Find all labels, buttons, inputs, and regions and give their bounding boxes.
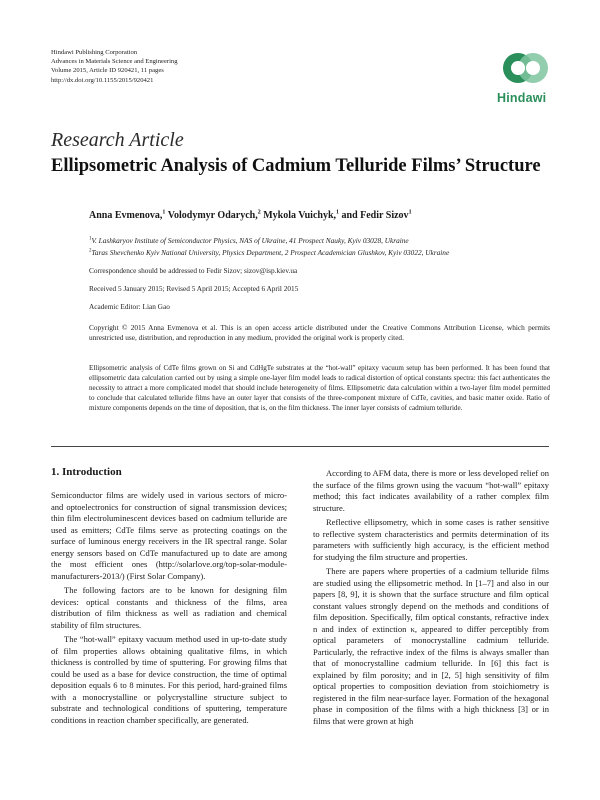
article-type: Research Article — [51, 129, 184, 151]
dates: Received 5 January 2015; Revised 5 April 2015; Accepted 6 April 2015 — [89, 284, 299, 293]
paragraph: Semiconductor films are widely used in various sectors of micro- and optoelectronics for construction of signal transmission devices; thin film electroluminescent devices based on cadmium telluride are used as emitters; CdTe films serve as protecting coatings on the surface of luminous energy receivers in the IR spectral range. Solar energy sensors based on CdTe manufactured up to date are among the most efficient ones (http://solarlove.org/top-solar-module-manufacturers-2013/) (First Solar Company). — [51, 490, 287, 581]
paragraph: Reflective ellipsometry, which in some cases is rather sensitive to reflective system characteristics and permits determination of its parameters with sufficiently high accuracy, is the efficient method for studying the film structure and properties. — [313, 517, 549, 562]
right-column — [313, 468, 549, 730]
paragraph: The following factors are to be known for designing film devices: optical constants and thickness of the films, area distribution of film thickness as well as radiation and chemical stability of film structures. — [51, 585, 287, 630]
academic-editor: Academic Editor: Lian Gao — [89, 302, 170, 311]
author: Anna Evmenova,$^1$ — [89, 210, 166, 222]
affiliation: $^2$Taras Shevchenko Kyiv National University, Physics Department, 2 Prospect Academician Glushkov, Kyiv 03022, Ukraine — [89, 248, 450, 257]
author: Mykola Vuichyk,$^1$ — [263, 210, 340, 222]
author-list — [89, 210, 412, 221]
paragraph: The “hot-wall” epitaxy vacuum method used in up-to-date study of film properties allows obtaining qualitative films, in which thickness is controlled by time of sputtering. For growing films that could be used as a base for device construction, the time of optimal deposition equals 6 to 8 minutes. For this period, hard-grained films with a monocrystalline or polycrystalline structure subject to substrate and technological conditions of sputtering, temperature conditions in reaction chamber specifically, are generated. — [51, 634, 287, 725]
paragraph: According to AFM data, there is more or less developed relief on the surface of the films grown using the vacuum “hot-wall” epitaxy method; this fact indicates availability of a rather complex film structure. — [313, 468, 549, 513]
abstract: Ellipsometric analysis of CdTe films grown on Si and CdHgTe substrates at the “hot-wall” epitaxy vacuum setup has been performed. It has been found that ellipsometric data calculation carried out by using a simple one-layer film model leads to radical distortion of optical constants spectra: this fact authenticates the necessity to attract a more complicated model that should include heterogeneity of films. Ellipsometric data calculation within a two-layer film model permitted to conclude that calculated telluride films have an outer layer that consists of the three-component mixture of CdTe, cavities, and basic matter oxide. Ratio of mixture components depends on the time of deposition, that is, on the film thickness. The inner layer consists of cadmium telluride. — [89, 364, 550, 412]
doi-link[interactable]: http://dx.doi.org/10.1155/2015/920421 — [51, 76, 154, 84]
affiliation: $^1$V. Lashkaryov Institute of Semiconductor Physics, NAS of Ukraine, 41 Prospect Nauky, Kyiv 03028, Ukraine — [89, 236, 409, 245]
volume-info: Volume 2015, Article ID 920421, 11 pages — [51, 67, 164, 75]
paper-title: Ellipsometric Analysis of Cadmium Telluride Films’ Structure — [51, 156, 541, 176]
publisher-name: Hindawi Publishing Corporation — [51, 49, 138, 56]
left-column — [51, 490, 287, 729]
hindawi-logo-text: Hindawi — [497, 91, 547, 105]
copyright-notice: Copyright © 2015 Anna Evmenova et al. This is an open access article distributed under the Creative Commons Attribution License, which permits unrestricted use, distribution, and reproduction in any medium, provided the original work is properly cited. — [89, 323, 550, 342]
author: and Fedir Sizov$^1$ — [341, 210, 412, 222]
author: Volodymyr Odarych,$^2$ — [167, 210, 261, 222]
journal-header — [51, 48, 178, 85]
journal-name: Advances in Materials Science and Engineering — [51, 58, 178, 66]
divider — [51, 446, 549, 447]
correspondence: Correspondence should be addressed to Fedir Sizov; sizov@isp.kiev.ua — [89, 266, 298, 275]
paragraph: There are papers where properties of a cadmium telluride films are studied using the ellipsometric method. In [1–7] and also in our papers [8, 9], it is shown that the surface structure and film optical constant values strongly depend on the methods and conditions of film deposition. Specifically, film optical constants, refractive index n and index of extinction κ, appeared to differ perceptibly from optical parameters of monocrystalline cadmium telluride. Particularly, the refractive index of the films is always smaller than that of monocrystalline cadmium telluride. In [6] this fact is explained by film porosity; and in [2, 5] high sensitivity of film optical properties to composition deviation from stoichiometry is registered in the film near-surface layer. Formation of the hexagonal phase in composition of the films with a high thickness [3] or in films that were grown at high — [313, 566, 549, 726]
section-heading: 1. Introduction — [51, 466, 122, 478]
